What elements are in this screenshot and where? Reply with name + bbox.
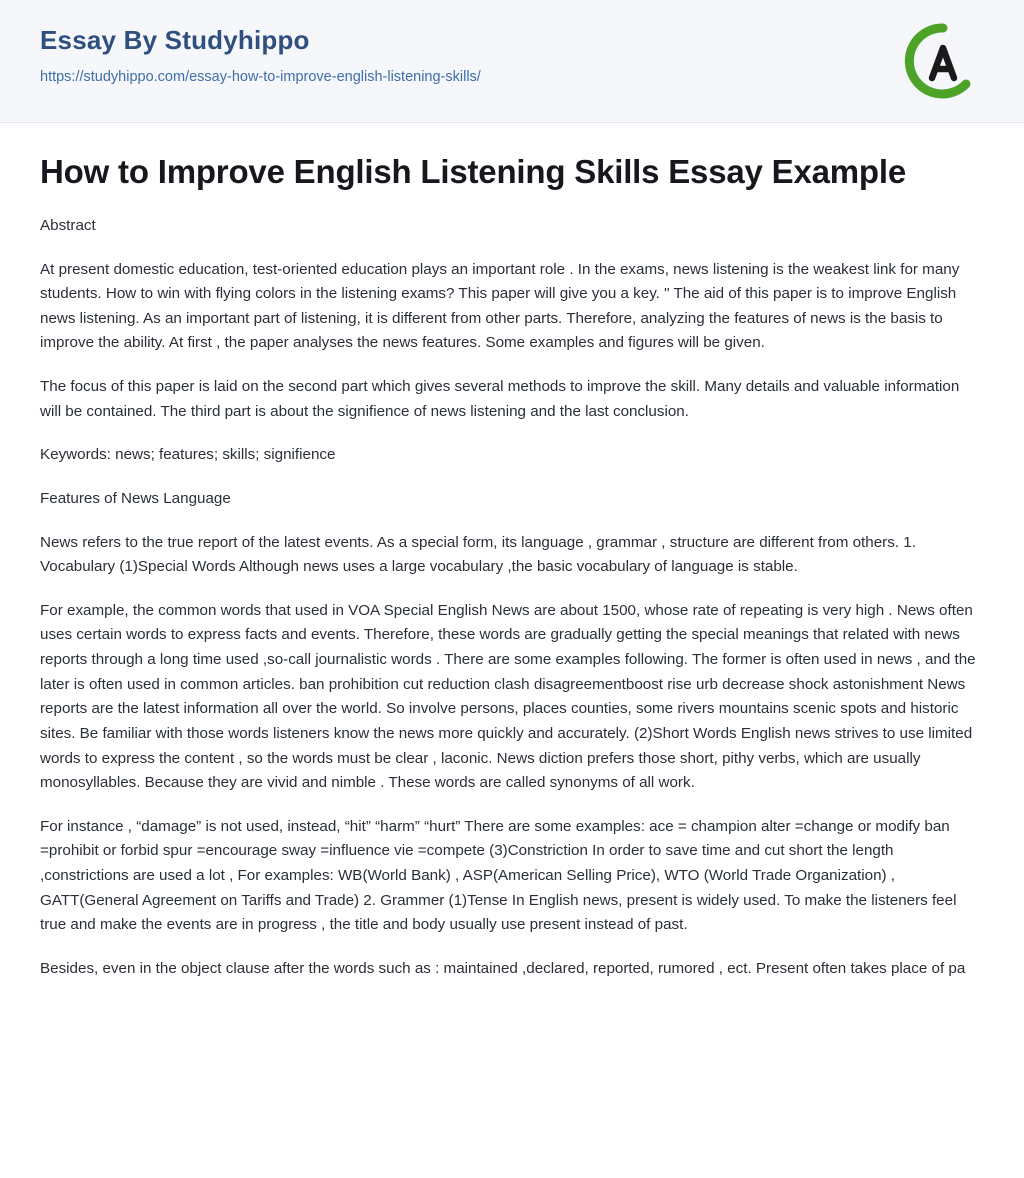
paragraph-7: For instance , “damage” is not used, instead, “hit” “harm” “hurt” There are some examples: ace = champion alter =change or modify ban =prohibit or forbid spur =encourage sway =influence vie =compete (3)Constriction In order to save time and cut short the length ,constrictions are used a lot , For examples: WB(World Bank) , ASP(American Selling Price), WTO (World Trade Organization) , GATT(General Agreement on Tariffs and Trade) 2. Grammer (1)Tense In English news, present is widely used. To make the listeners feel true and make the events are in progress , the title and body usually use present instead of past. — [40, 817, 957, 934]
article — [0, 123, 1024, 1041]
paragraph-abstract-label: Abstract — [40, 216, 96, 234]
studyhippo-circle-a-logo-icon — [904, 22, 982, 100]
paragraph-6: For example, the common words that used in VOA Special English News are about 1500, whose rate of repeating is very high . News often uses certain words to express facts and events. Therefore, these words are gradually getting the special meanings that related with news reports through a long time used ,so-call journalistic words . There are some examples following. The former is often used in news , and the later is often used in common articles. ban prohibition cut reduction clash disagreementboost rise urb decrease shock astonishment News reports are the latest information all over the world. So involve persons, places counties, some rivers mountains scenic spots and historic sites. Be familiar with those words listeners know the news more quickly and accurately. (2)Short Words English news strives to use limited words to express the content , so the words must be clear , laconic. News diction prefers those short, pithy verbs, which are usually monosyllables. Because they are vivid and nimble . These words are called synonyms of all work. — [40, 601, 976, 792]
paragraph-section-heading: Features of News Language — [40, 489, 231, 507]
site-header — [0, 0, 1024, 123]
site-brand: Essay By Studyhippo — [40, 25, 310, 55]
paragraph-5: News refers to the true report of the latest events. As a special form, its language , grammar , structure are different from others. 1. Vocabulary (1)Special Words Although news uses a large vocabulary ,the basic vocabulary of language is stable. — [40, 533, 916, 576]
page-title: How to Improve English Listening Skills Essay Example — [40, 153, 906, 190]
paragraph-1: At present domestic education, test-oriented education plays an important role . In the exams, news listening is the weakest link for many students. How to win with flying colors in the listening exams? This paper will give you a key. " The aid of this paper is to improve English news listening. As an important part of listening, it is different from other parts. Therefore, analyzing the features of news is the basis to improve the ability. At first , the paper analyses the news features. Some examples and figures will be given. — [40, 260, 960, 352]
paragraph-keywords: Keywords: news; features; skills; signifience — [40, 446, 336, 464]
paragraph-8: Besides, even in the object clause after the words such as : maintained ,declared, reported, rumored , ect. Present often takes place of pa — [40, 959, 966, 977]
source-url[interactable]: https://studyhippo.com/essay-how-to-improve-english-listening-skills/ — [40, 68, 481, 85]
paragraph-2: The focus of this paper is laid on the second part which gives several methods to improve the skill. Many details and valuable information will be contained. The third part is about the signifience of news listening and the last conclusion. — [40, 378, 960, 420]
article-body — [40, 214, 984, 982]
